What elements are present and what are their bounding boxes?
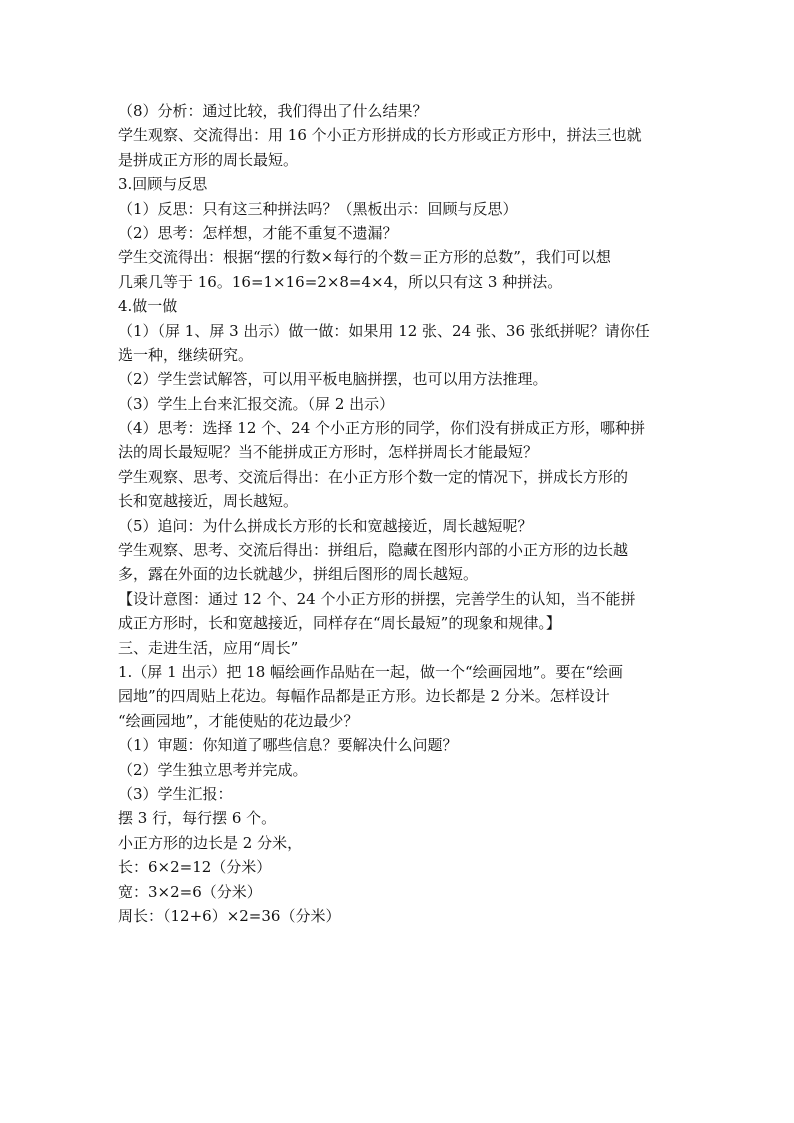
paragraph-line: 学生观察、交流得出：用 16 个小正方形拼成的长方形或正方形中，拼法三也就 <box>118 126 642 145</box>
section-heading-review: 3.回顾与反思 <box>118 175 208 194</box>
document-body <box>118 99 678 928</box>
paragraph-line: “绘画园地”，才能使贴的花边最少？ <box>118 711 359 730</box>
paragraph-line: （2）学生独立思考并完成。 <box>118 760 308 779</box>
calculation-line: 周长：（12+6）×2=36（分米） <box>118 906 341 925</box>
calculation-line: 长：6×2=12（分米） <box>118 858 272 877</box>
paragraph-line: （1）审题：你知道了哪些信息？要解决什么问题？ <box>118 736 458 755</box>
calculation-line: 宽：3×2=6（分米） <box>118 882 262 901</box>
paragraph-line: 长和宽越接近，周长越短。 <box>118 492 299 511</box>
paragraph-line: 几乘几等于 16。16=1×16=2×8=4×4，所以只有这 3 种拼法。 <box>118 272 563 291</box>
paragraph-line: （1）反思：只有这三种拼法吗？（黑板出示：回顾与反思） <box>118 199 518 218</box>
paragraph-line: （4）思考：选择 12 个、24 个小正方形的同学，你们没有拼成正方形，哪种拼 <box>118 419 646 438</box>
paragraph-line: （3）学生上台来汇报交流。（屏 2 出示） <box>118 394 395 413</box>
paragraph-line: 学生交流得出：根据“摆的行数×每行的个数＝正方形的总数”，我们可以想 <box>118 248 611 267</box>
paragraph-line: 多，露在外面的边长就越少，拼组后图形的周长越短。 <box>118 565 479 584</box>
calculation-line: 摆 3 行，每行摆 6 个。 <box>118 809 277 828</box>
paragraph-line: 学生观察、思考、交流后得出：拼组后，隐藏在图形内部的小正方形的边长越 <box>118 541 629 560</box>
calculation-line: 小正方形的边长是 2 分米， <box>118 833 303 852</box>
paragraph-line: （5）追问：为什么拼成长方形的长和宽越接近，周长越短呢？ <box>118 516 533 535</box>
paragraph-line: （1）（屏 1、屏 3 出示）做一做：如果用 12 张、24 张、36 张纸拼呢？请你任 <box>118 321 650 340</box>
paragraph-line: 1.（屏 1 出示）把 18 幅绘画作品贴在一起，做一个“绘画园地”。要在“绘画 <box>118 662 624 681</box>
paragraph-line: 是拼成正方形的周长最短。 <box>118 150 299 169</box>
section-heading-application: 三、走进生活，应用“周长” <box>118 638 299 657</box>
design-intent-note: 【设计意图：通过 12 个、24 个小正方形的拼摆，完善学生的认知，当不能拼 <box>118 589 636 608</box>
paragraph-line: 选一种，继续研究。 <box>118 345 254 364</box>
paragraph-line: 园地”的四周贴上花边。每幅作品都是正方形。边长都是 2 分米。怎样设计 <box>118 687 610 706</box>
paragraph-line: （3）学生汇报： <box>118 784 233 803</box>
design-intent-note: 成正方形时，长和宽越接近，同样存在“周长最短”的现象和规律。】 <box>118 614 561 633</box>
paragraph-line: （2）学生尝试解答，可以用平板电脑拼摆，也可以用方法推理。 <box>118 370 548 389</box>
paragraph-line: （2）思考：怎样想，才能不重复不遗漏？ <box>118 223 398 242</box>
paragraph-line: 学生观察、思考、交流后得出：在小正方形个数一定的情况下，拼成长方形的 <box>118 467 629 486</box>
paragraph-analysis-8: （8）分析：通过比较，我们得出了什么结果？ <box>118 102 428 120</box>
section-heading-practice: 4.做一做 <box>118 297 178 316</box>
paragraph-line: 法的周长最短呢？当不能拼成正方形时，怎样拼周长才能最短？ <box>118 443 539 462</box>
